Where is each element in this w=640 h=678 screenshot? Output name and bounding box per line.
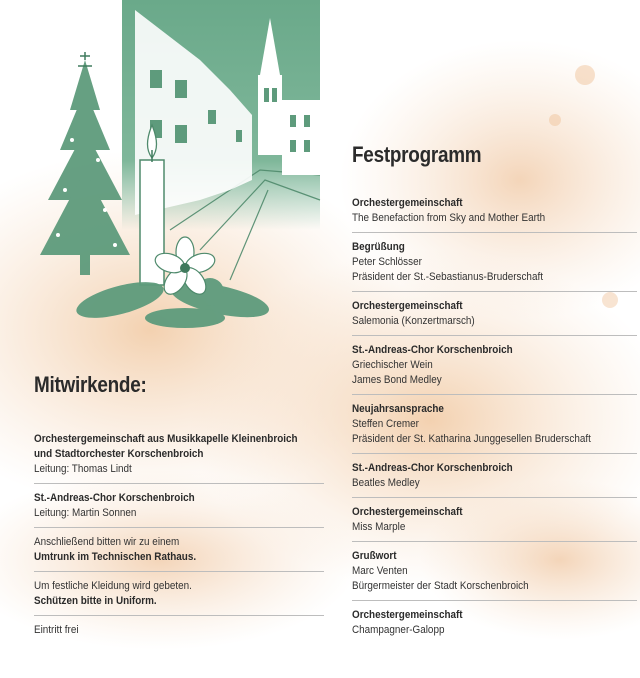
program-item-title: St.-Andreas-Chor Korschenbroich (352, 344, 513, 356)
christmas-tree-icon (40, 60, 130, 275)
program-item-line: Griechischer Wein (352, 359, 433, 371)
program-item-line: Präsident der St.-Sebastianus-Bruderschaft (352, 271, 543, 283)
program-item-line: James Bond Medley (352, 374, 442, 386)
program-item-title: Grußwort (352, 550, 397, 562)
program-item-title: St.-Andreas-Chor Korschenbroich (352, 462, 513, 474)
program-list (352, 196, 637, 638)
divider (352, 291, 637, 292)
program-item-line: Peter Schlösser (352, 256, 422, 268)
divider (352, 497, 637, 498)
program-item-title: Orchestergemeinschaft (352, 506, 463, 518)
program-item-line: Miss Marple (352, 521, 406, 533)
program-item-line: Beatles Medley (352, 477, 420, 489)
divider (352, 335, 637, 336)
divider (352, 232, 637, 233)
program-item-line: Steffen Cremer (352, 418, 419, 430)
divider (352, 600, 637, 601)
program-item-line: Champagner-Galopp (352, 624, 445, 636)
orchestra-title-2: und Stadtorchester Korschenbroich (34, 448, 204, 460)
divider (34, 615, 324, 616)
divider (34, 483, 324, 484)
program-item-line: Marc Venten (352, 565, 408, 577)
program-item-line: The Benefaction from Sky and Mother Earth (352, 212, 546, 224)
participants-list (34, 432, 324, 638)
entry-fee (34, 623, 321, 638)
dress-line: Um festliche Kleidung wird gebeten. (34, 580, 192, 592)
choir-entry (34, 491, 321, 521)
program-item-title: Begrüßung (352, 241, 405, 253)
orchestra-title-1: Orchestergemeinschaft aus Musikkapelle Kleinenbroich (34, 433, 298, 445)
choir-leader: Leitung: Martin Sonnen (34, 507, 137, 519)
program-item (352, 402, 634, 447)
festprogramm-heading: Festprogramm (352, 142, 482, 167)
divider (352, 541, 637, 542)
program-item-line: Salemonia (Konzertmarsch) (352, 315, 475, 327)
program-item-line: Bürgermeister der Stadt Korschenbroich (352, 580, 529, 592)
program-item (352, 505, 634, 535)
program-item (352, 549, 634, 594)
program-item (352, 196, 634, 226)
mitwirkende-heading: Mitwirkende: (34, 372, 147, 397)
orchestra-leader: Leitung: Thomas Lindt (34, 463, 132, 475)
divider (352, 394, 637, 395)
dress-entry (34, 579, 321, 609)
church-tower-icon (258, 18, 320, 175)
program-item-title: Orchestergemeinschaft (352, 300, 463, 312)
program-item (352, 240, 634, 285)
dress-bold: Schützen bitte in Uniform. (34, 595, 157, 607)
divider (34, 571, 324, 572)
divider (352, 453, 637, 454)
invite-bold: Umtrunk im Technischen Rathaus. (34, 551, 197, 563)
program-item (352, 343, 634, 388)
program-item-line: Präsident der St. Katharina Junggesellen Bruderschaft (352, 433, 591, 445)
invite-entry (34, 535, 321, 565)
divider (34, 527, 324, 528)
program-item (352, 608, 634, 638)
program-item (352, 461, 634, 491)
program-item-title: Orchestergemeinschaft (352, 609, 463, 621)
program-item (352, 299, 634, 329)
program-item-title: Orchestergemeinschaft (352, 197, 463, 209)
entry-fee-text: Eintritt frei (34, 624, 79, 636)
orchestra-entry (34, 432, 321, 477)
program-item-title: Neujahrsansprache (352, 403, 444, 415)
choir-title: St.-Andreas-Chor Korschenbroich (34, 492, 195, 504)
invite-line: Anschließend bitten wir zu einem (34, 536, 180, 548)
christmas-street-illustration (0, 0, 330, 340)
